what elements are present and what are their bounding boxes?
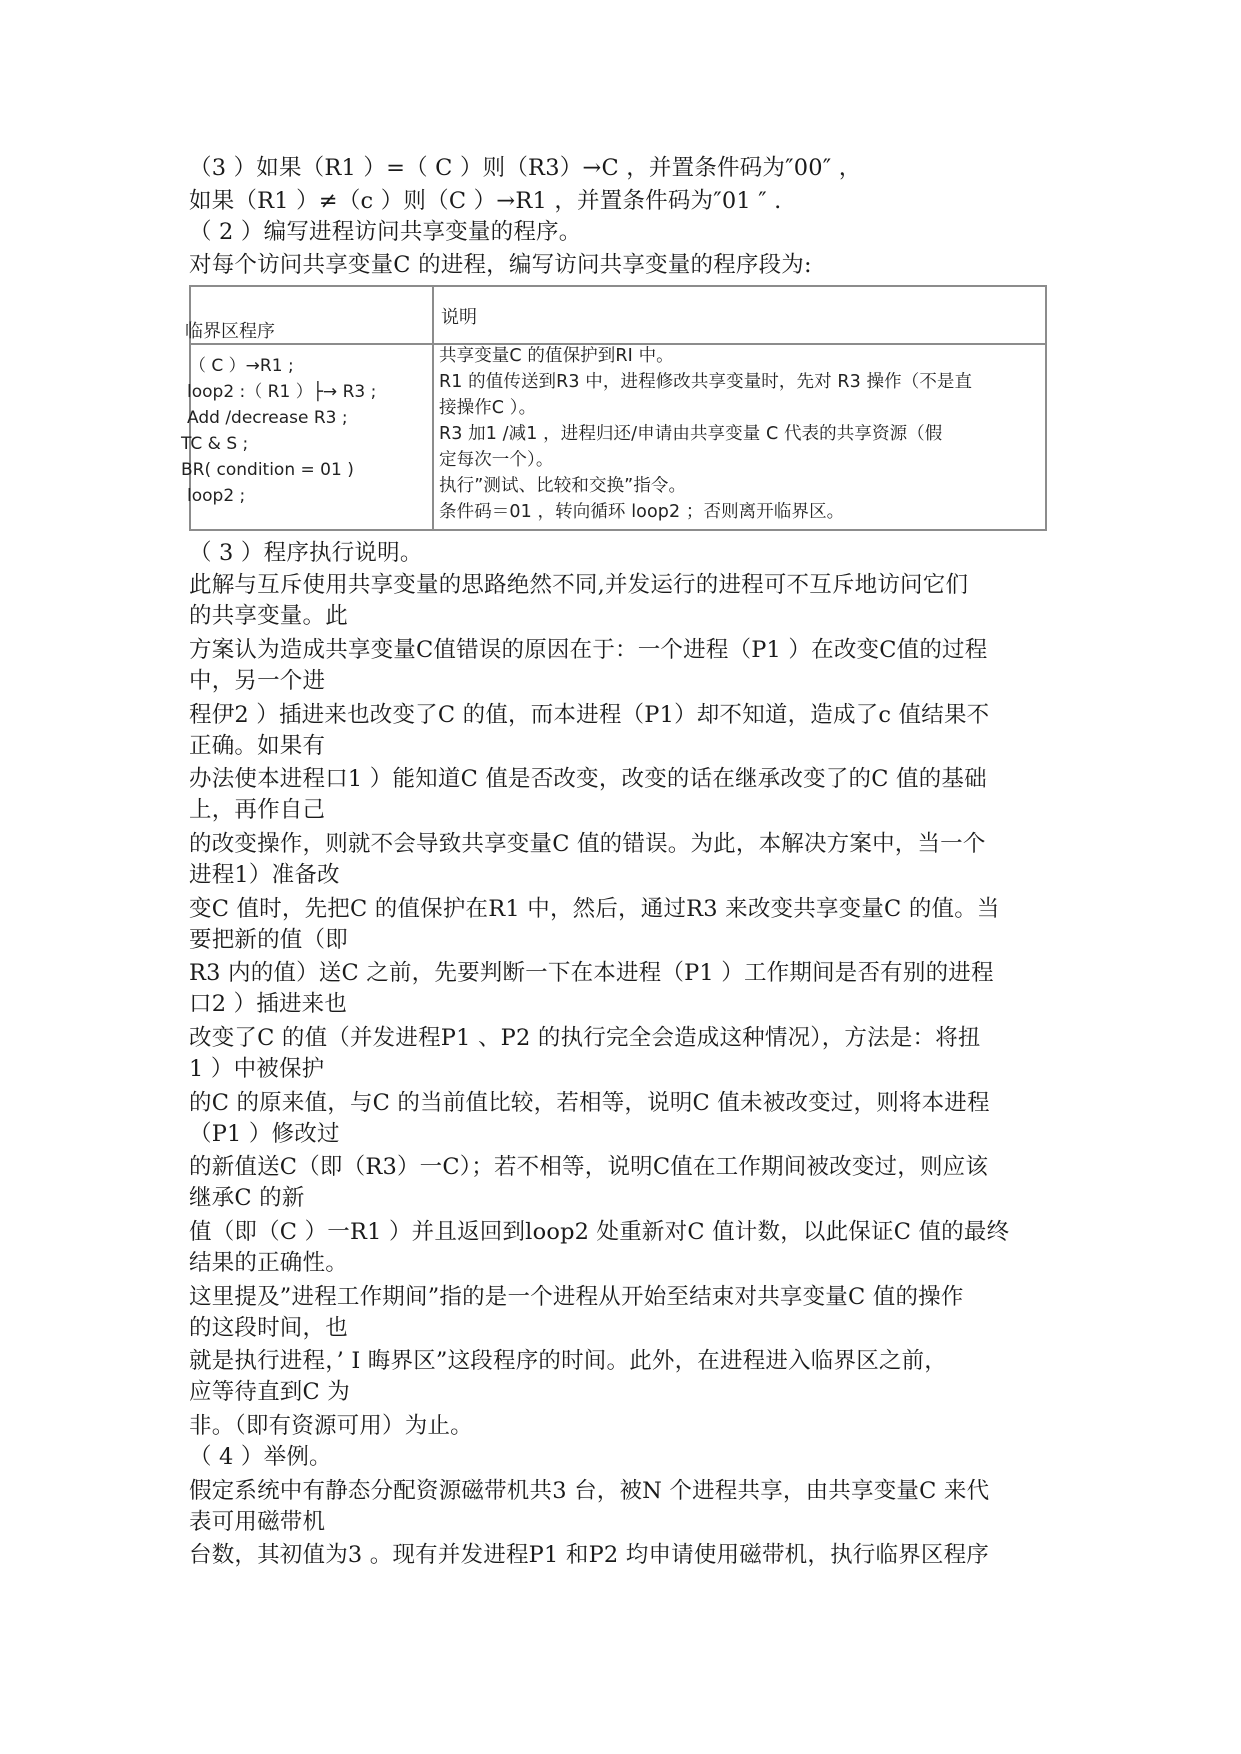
text-line-18: R3 内的值）送C 之前，先要判断一下在本进程（P1 ）工作期间是否有别的进程 <box>189 960 994 986</box>
text-line-6: 此解与互斥使用共享变量的思路绝然不同,并发运行的进程可不互斥地访问它们 <box>189 572 969 598</box>
code-line: TC & S ; <box>181 434 249 454</box>
text-line-22: 的C 的原来值，与C 的当前值比较，若相等，说明C 值未被改变过，则将本进程 <box>189 1090 990 1116</box>
description-line: 定每次一个）。 <box>439 450 554 470</box>
text-line-24: 的新值送C（即（R3）一C）；若不相等，说明C值在工作期间被改变过，则应该 <box>189 1154 989 1180</box>
text-line-9: 中，另一个进 <box>189 668 326 694</box>
code-line: loop2 :（ R1 ）├→ R3 ; <box>187 382 377 402</box>
code-line: BR( condition = 01 ) <box>181 460 354 480</box>
description-line: 条件码＝01 ，转向循环 loop2 ；否则离开临界区。 <box>439 502 845 522</box>
text-line-33: （ 4 ）举例。 <box>189 1444 332 1470</box>
text-line-12: 办法使本进程口1 ）能知道C 值是否改变，改变的话在继承改变了的C 值的基础 <box>189 766 987 792</box>
text-line-27: 结果的正确性。 <box>189 1250 348 1276</box>
text-line-21: 1 ）中被保护 <box>189 1056 325 1082</box>
text-line-32: 非。（即有资源可用）为止。 <box>189 1413 473 1439</box>
code-line: loop2 ; <box>187 486 246 506</box>
description-line: R3 加1 /减1 ，进程归还/申请由共享变量 C 代表的共享资源（假 <box>439 424 943 444</box>
text-line-31: 应等待直到C 为 <box>189 1379 350 1405</box>
table-column-divider <box>432 287 434 529</box>
description-line: 共享变量C 的值保护到RI 中。 <box>439 346 674 366</box>
text-line-36: 台数，其初值为3 。现有并发进程P1 和P2 均申请使用磁带机，执行临界区程序 <box>189 1542 989 1568</box>
text-line-10: 程伊2 ）插进来也改变了C 的值，而本进程（P1）却不知道，造成了c 值结果不 <box>189 702 990 728</box>
text-line-11: 正确。如果有 <box>189 733 326 759</box>
text-line-28: 这里提及”进程工作期间”指的是一个进程从开始至结束对共享变量C 值的操作 <box>189 1284 964 1310</box>
description-line: 接操作C ）。 <box>439 398 537 418</box>
text-line-4: 对每个访问共享变量C 的进程，编写访问共享变量的程序段为: <box>189 252 812 278</box>
text-line-16: 变C 值时，先把C 的值保护在R1 中，然后，通过R3 来改变共享变量C 的值。当 <box>189 896 1000 922</box>
text-line-30: 就是执行进程，’ I 晦界区”这段程序的时间。此外，在进程进入临界区之前， <box>189 1348 947 1374</box>
text-line-26: 值（即（C ）一R1 ）并且返回到loop2 处重新对C 值计数，以此保证C 值的最终 <box>189 1219 1010 1245</box>
text-line-2: 如果（R1 ）≠（c ）则（C ）→R1 ，并置条件码为″01 ″ . <box>189 188 782 214</box>
text-line-20: 改变了C 的值（并发进程P1 、P2 的执行完全会造成这种情况），方法是：将扭 <box>189 1025 981 1051</box>
program-table <box>181 285 1047 531</box>
description-line: R1 的值传送到R3 中，进程修改共享变量时，先对 R3 操作（不是直 <box>439 372 973 392</box>
text-line-25: 继承C 的新 <box>189 1185 305 1211</box>
code-line: （ C ）→R1 ; <box>189 356 294 376</box>
text-line-19: 口2 ）插进来也 <box>189 991 348 1017</box>
text-line-5: （ 3 ）程序执行说明。 <box>189 540 423 566</box>
text-line-13: 上，再作自己 <box>189 797 326 823</box>
table-header-description: 说明 <box>441 307 477 328</box>
text-line-23: （P1 ）修改过 <box>189 1121 340 1147</box>
description-line: 执行”测试、比较和交换”指令。 <box>439 476 687 496</box>
table-header-program: 临界区程序 <box>185 321 275 342</box>
text-line-29: 的这段时间，也 <box>189 1315 348 1341</box>
text-line-14: 的改变操作，则就不会导致共享变量C 值的错误。为此，本解决方案中，当一个 <box>189 831 986 857</box>
text-line-3: （ 2 ）编写进程访问共享变量的程序。 <box>189 219 582 245</box>
text-line-15: 进程1）准备改 <box>189 862 340 888</box>
text-line-1: （3 ）如果（R1 ）=（ C ）则（R3）→C ，并置条件码为″00″ ， <box>189 155 862 181</box>
text-line-7: 的共享变量。此 <box>189 603 348 629</box>
text-line-35: 表可用磁带机 <box>189 1509 326 1535</box>
code-line: Add /decrease R3 ; <box>187 408 348 428</box>
text-line-17: 要把新的值（即 <box>189 927 348 953</box>
text-line-34: 假定系统中有静态分配资源磁带机共3 台，被N 个进程共享，由共享变量C 来代 <box>189 1478 990 1504</box>
text-line-8: 方案认为造成共享变量C值错误的原因在于：一个进程（P1 ）在改变C值的过程 <box>189 637 988 663</box>
